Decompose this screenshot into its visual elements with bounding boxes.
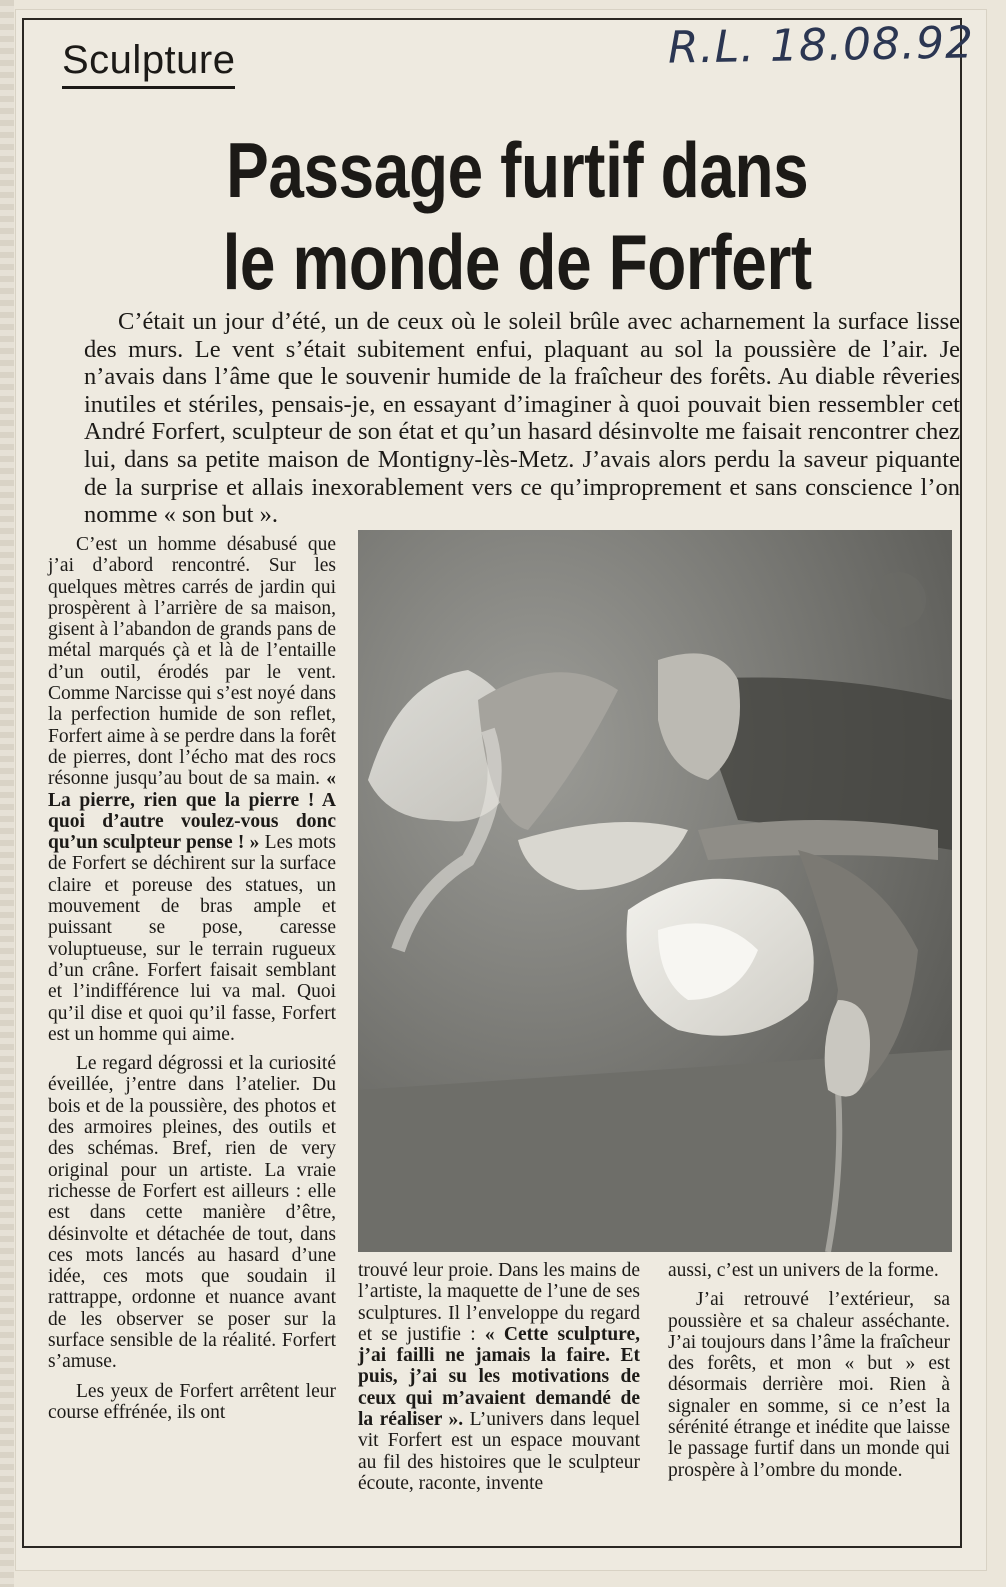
col1-paragraph-2: Le regard dégrossi et la curiosité éveillée, j’entre dans l’atelier. Du bois et de la poussière, des photos et des armoires pleines, des outils et des schémas. Bref, rien de very original pour un artiste. La vraie richesse de Forfert est ailleurs : elle est dans cette manière d’être, désinvolte et détachée de tout, dans ces mots lancés au hasard d’une idée, ces mots que soudain il rattrappe, ordonne et nuance avant de les observer se poser sur la surface sensible de la réalité. Forfert s’amuse. — [48, 1053, 336, 1373]
column-1 — [48, 534, 336, 1423]
col1-paragraph-1 — [48, 534, 336, 1045]
sculpture-photo — [358, 530, 952, 1252]
sculpture-photo-drawing — [358, 530, 952, 1252]
col3-paragraph-1: aussi, c’est un univers de la forme. — [668, 1260, 939, 1281]
col1-paragraph-3: Les yeux de Forfert arrêtent leur course effrénée, ils ont — [48, 1380, 336, 1423]
headline — [132, 124, 903, 308]
col2-text-a: trouvé leur proie. Dans les mains de l’artiste, la maquette de l’une de ses sculptures. Il l’enveloppe du regard et se justifie : — [358, 1260, 640, 1345]
col3-paragraph-2: J’ai retrouvé l’extérieur, sa poussière et sa chaleur asséchante. J’ai toujours dans l’âme la fraîcheur des forêts, et mon « but » est désormais derrière moi. Rien à signaler en somme, si ce n’est la sérénité étrange et inédite que laisse le passage furtif dans un monde qui prospère à l’ombre du monde. — [668, 1289, 950, 1481]
column-2 — [358, 1260, 640, 1494]
section-rubric: Sculpture — [62, 36, 235, 89]
col1-quote: « La pierre, rien que la pierre ! A quoi d’autre voulez-vous donc qu’un sculpteur pense ! » — [48, 768, 337, 854]
headline-line-1: Passage furtif dans — [226, 126, 809, 214]
col1-text-b: Les mots de Forfert se déchirent sur la surface claire et poreuse des statues, un mouvement de bras ample et puissant se pose, caresse voluptueuse, sur le terrain rugueux d’un crâne. Forfert faisait semblant et l’indifférence lui va mal. Quoi qu’il dise et quoi qu’il fasse, Forfert est un homme qui aime. — [48, 832, 336, 1045]
headline-line-2: le monde de Forfert — [222, 218, 812, 306]
col1-text-a: C’est un homme désabusé que j’ai d’abord rencontré. Sur les quelques mètres carrés de jardin qui prospèrent à l’arrière de sa maison, gisent à l’abandon de grands pans de métal marqués çà et là de l’entaille d’un outil, érodés par le vent. Comme Narcisse qui s’est noyé dans la perfection humide de son reflet, Forfert aime à se perdre dans la forêt de pierres, dont l’écho mat des rocs résonne jusqu’au bout de sa main. — [48, 534, 336, 790]
column-3 — [668, 1260, 950, 1481]
adjacent-clipping-edge — [0, 0, 14, 1587]
lead-paragraph: C’était un jour d’été, un de ceux où le soleil brûle avec acharnement la surface lisse des murs. Le vent s’était subitement enfui, plaquant au sol la poussière de l’air. Je n’avais dans l’âme que le souvenir humide de la fraîcheur des forêts. Au diable rêveries inutiles et stériles, pensais-je, en essayant d’imaginer à quoi pouvait bien ressembler cet André Forfert, sculpteur de son état et qu’un hasard désinvolte me faisait rencontrer chez lui, dans sa petite maison de Montigny-lès-Metz. J’avais alors perdu la saveur piquante de la surprise et allais inexorablement vers ce qu’improprement et sans conscience l’on nomme « son but ». — [84, 308, 960, 529]
col2-quote: « Cette sculpture, j’ai failli ne jamais la faire. Et puis, j’ai su les motivations de ceux qui m’avaient demandé de la réaliser ». — [358, 1323, 641, 1431]
handwritten-date-note: R.L. 18.08.92 — [667, 17, 975, 74]
col2-text-b: L’univers dans lequel vit Forfert est un espace mouvant au fil des histoires que le sculpteur écoute, raconte, invente — [358, 1409, 640, 1494]
col2-paragraph-1 — [358, 1260, 640, 1494]
